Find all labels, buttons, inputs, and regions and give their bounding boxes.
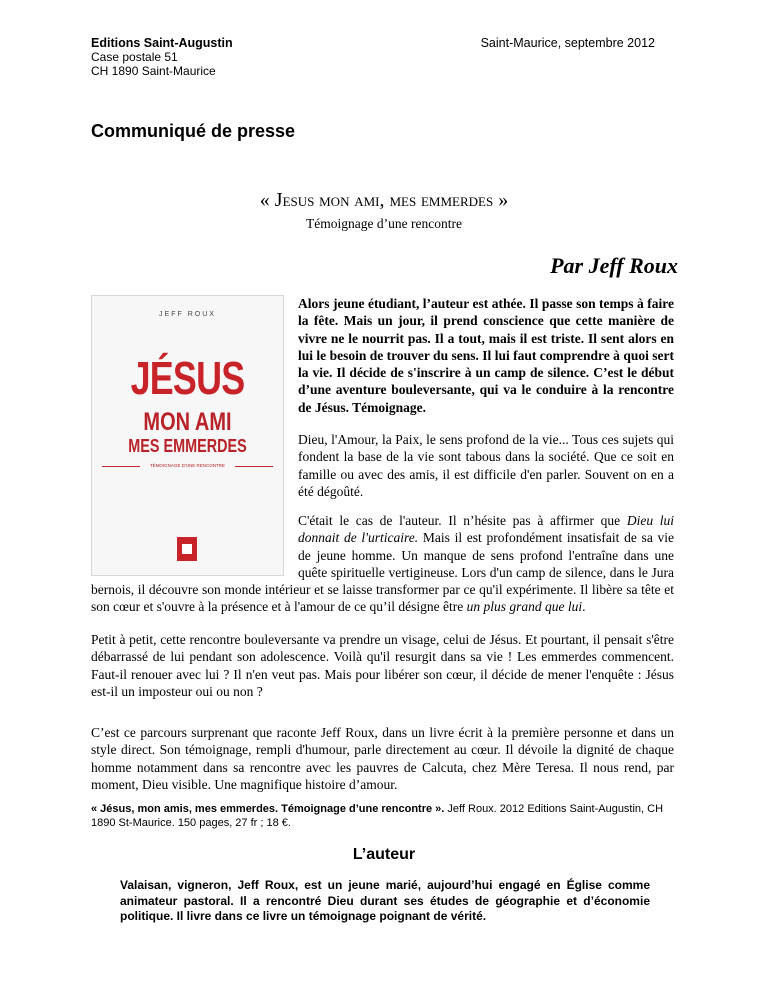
- publisher-address-line1: Case postale 51: [91, 50, 178, 64]
- intro-paragraph: Alors jeune étudiant, l’auteur est athée. Il passe son temps à faire la fête. Mais un jour, il prend conscience que cette manière de vivre ne le nourrit pas. Il a tout, mais il est triste. Il sent alors en lui le besoin de trouver du sens. Il lui faut comprendre à quoi sert la vie. Il décide de s'inscrire à un camp de silence. C’est le début d’une aventure bouleversante, qui va le conduire à la rencontre de Jésus. Témoignage.: [298, 296, 674, 415]
- author-bio: Valaisan, vigneron, Jeff Roux, est un jeune marié, aujourd’hui engagé en Église comme animateur pastoral. Il a rencontré Dieu durant ses études de géographie et d’économie politique. Il livre dans ce livre un témoignage poignant de vérité.: [120, 878, 650, 923]
- reference-details: Jeff Roux. 2012 Editions Saint-Augustin, CH 1890 St-Maurice. 150 pages, 27 fr ; 18 €.: [91, 803, 664, 829]
- title-part1: esus mon ami: [282, 190, 380, 211]
- para2-text-c: .: [582, 599, 586, 615]
- dateline: Saint-Maurice, septembre 2012: [480, 36, 655, 50]
- book-title: [0, 189, 768, 212]
- publisher-block: [91, 36, 233, 78]
- para2-emphasis-1: Dieu lui donnait de l'urticaire.: [298, 513, 674, 546]
- body-paragraph-1: Dieu, l'Amour, la Paix, le sens profond de la vie... Tous ces sujets qui fondent la base de la vie sont tabous dans la société. Que ce soit en famille ou avec des amis, il est difficile d'en parler. Souvent on en a été dégoûté.: [298, 432, 674, 499]
- body-paragraph-3: Petit à petit, cette rencontre bouleversante va prendre un visage, celui de Jésus. Et pourtant, il pensait s'être débarrassé de lui pendant son adolescence. Voilà qu'il resurgit dans sa vie ! Les emmerdes commencent. Faut-il renouer avec lui ? Il n'en veut pas. Mais pour libérer son cœur, il décide de mener l'enquête : Jésus est-il un imposteur oui ou non ?: [91, 632, 674, 699]
- para2-emphasis-2: un plus grand que lui: [466, 599, 583, 615]
- para2-text-a: C'était le cas de l'auteur. Il n’hésite pas à affirmer que: [298, 513, 627, 528]
- title-part2: mes emmerdes: [389, 190, 494, 211]
- cover-title-line3: MES EMMERDES: [128, 436, 247, 456]
- book-reference: [91, 802, 674, 830]
- reference-title: « Jésus, mon amis, mes emmerdes. Témoignage d’une rencontre ».: [91, 803, 445, 815]
- title-comma: ,: [379, 189, 390, 211]
- publisher-name: Editions Saint-Augustin: [91, 36, 233, 50]
- byline: Par Jeff Roux: [550, 253, 678, 278]
- cover-rule-right: [235, 466, 273, 467]
- quote-close: »: [493, 189, 509, 211]
- cover-author: JEFF ROUX: [159, 311, 216, 318]
- publisher-address-line2: CH 1890 Saint-Maurice: [91, 64, 216, 78]
- para2-text-b: Mais il est profondément insatisfait de sa vie de jeune homme. Un manque de sens profond l'entraîne dans une quête spirituelle vertigineuse. Lors d'un camp de silence, dans le Jura bernois, il découvre son monde intérieur et se laisse transformer par ce qu'il expérimente. Il libère sa tête et son cœur et s'ouvre à la présence et à l'amour de ce qu’il désigne être: [91, 530, 675, 615]
- book-subtitle: Témoignage d’une rencontre: [306, 216, 462, 231]
- press-release-title: Communiqué de presse: [91, 121, 296, 141]
- cover-title-line1: JÉSUS: [130, 352, 245, 404]
- title-initial: J: [274, 189, 283, 211]
- quote-open: «: [259, 189, 275, 211]
- author-heading: L’auteur: [352, 846, 416, 863]
- cover-tagline: TÉMOIGNAGE D'UNE RENCONTRE: [149, 463, 226, 468]
- body-paragraph-2: [91, 512, 674, 616]
- cover-title-line2: MON AMI: [143, 408, 232, 436]
- body-paragraph-4: C’est ce parcours surprenant que raconte Jeff Roux, dans un livre écrit à la première personne et dans un style direct. Son témoignage, rempli d'humour, parle directement au cœur. Il dévoile la dignité de chaque homme notamment dans sa rencontre avec les pauvres de Calcuta, chez Mère Teresa. Il nous rend, par moment, Dieu visible. Une magnifique histoire d’amour.: [91, 725, 674, 792]
